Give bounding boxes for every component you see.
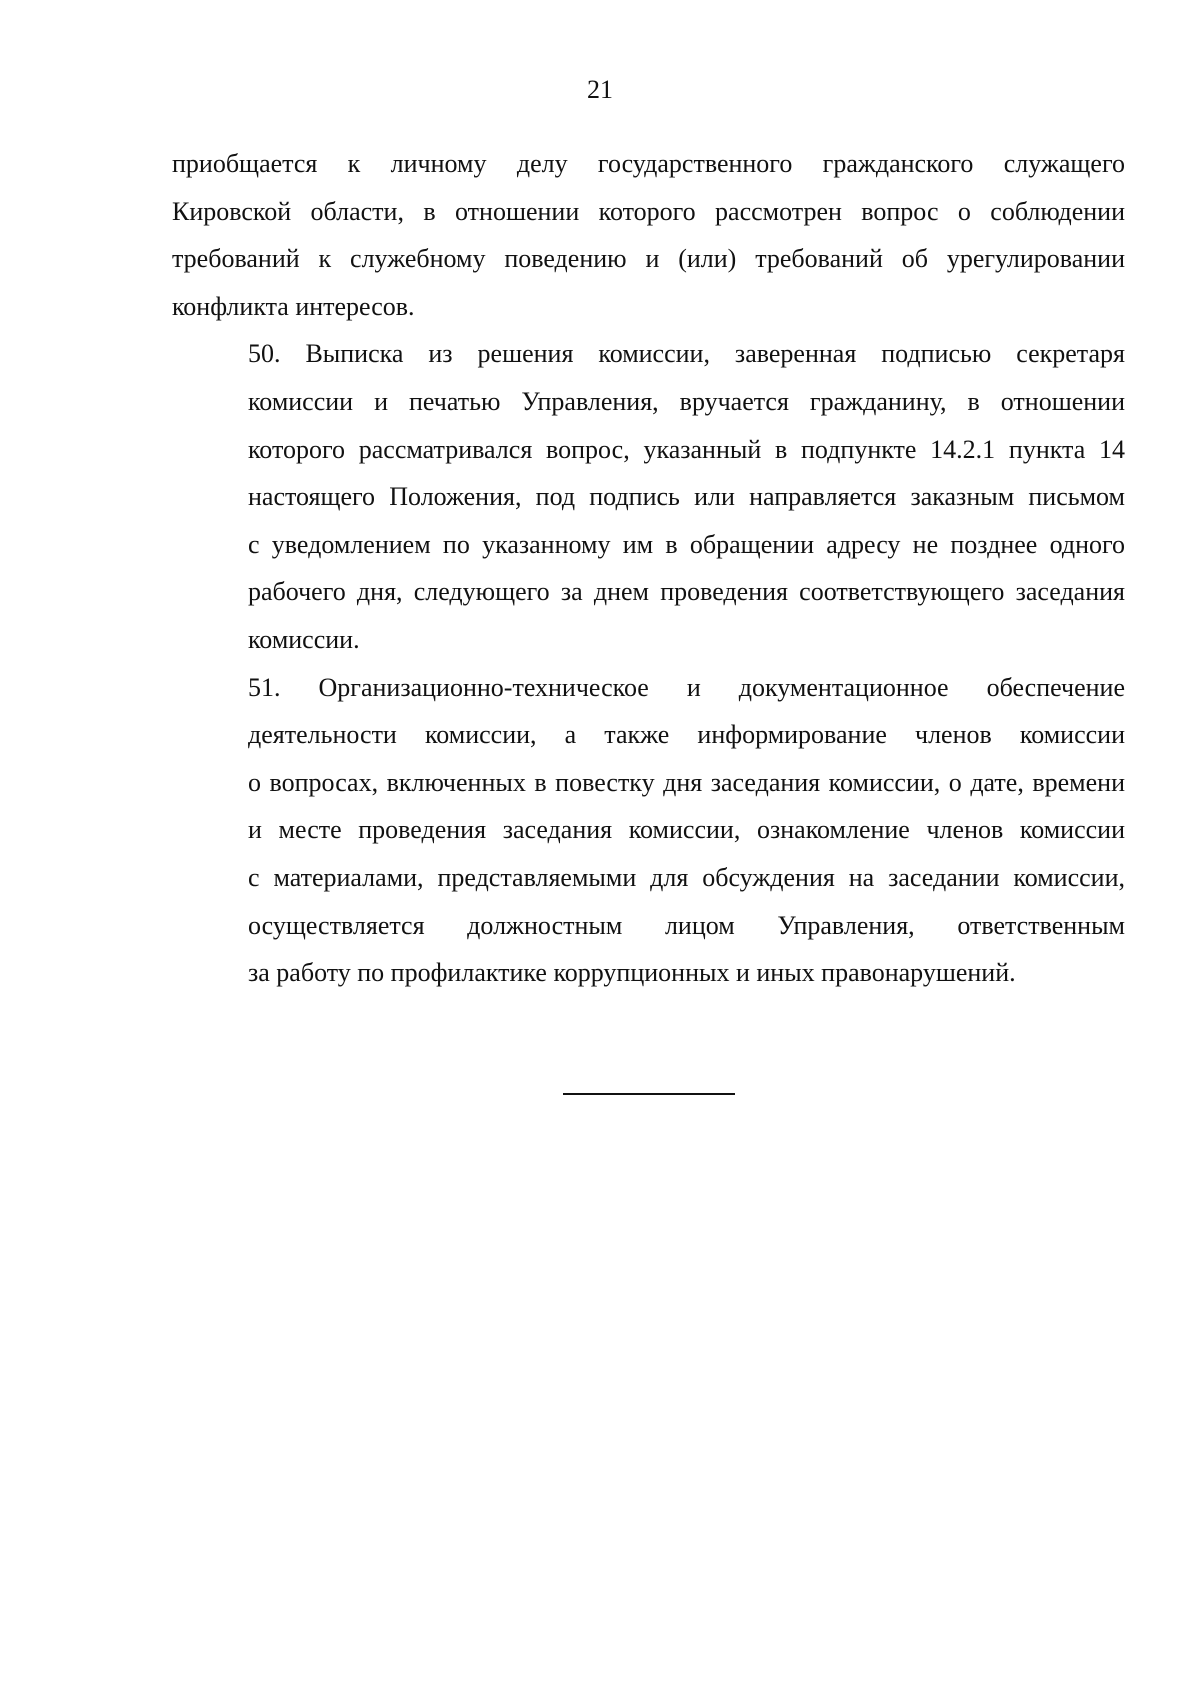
text-line: приобщается к личному делу государственного гражданского служащего (172, 149, 1125, 178)
text-line: комиссии. (248, 624, 360, 654)
text-line: осуществляется должностным лицом Управления, ответственным (248, 910, 1125, 940)
text-line: конфликта интересов. (172, 291, 415, 321)
page-number: 21 (587, 75, 613, 104)
text-line: с материалами, представляемыми для обсуждения на заседании комиссии, (248, 862, 1125, 892)
paragraph-continuation (172, 140, 1125, 330)
text-line: о вопросах, включенных в повестку дня заседания комиссии, о дате, времени (248, 767, 1125, 797)
text-line: и месте проведения заседания комиссии, ознакомление членов комиссии (248, 815, 1125, 845)
text-line: комиссии и печатью Управления, вручается гражданину, в отношении (248, 386, 1125, 416)
text-line: деятельности комиссии, а также информирование членов комиссии (248, 720, 1125, 750)
text-line: настоящего Положения, под подпись или направляется заказным письмом (248, 482, 1125, 512)
text-line: 51. Организационно-техническое и документационное обеспечение (248, 672, 1125, 702)
paragraph-51 (172, 664, 1125, 997)
paragraph-50 (172, 330, 1125, 663)
text-line: Кировской области, в отношении которого рассмотрен вопрос о соблюдении (172, 196, 1125, 226)
end-of-document-rule (563, 1093, 735, 1095)
text-line: за работу по профилактике коррупционных и иных правонарушений. (248, 958, 1016, 988)
document-body (172, 140, 1125, 997)
text-line: рабочего дня, следующего за днем проведения соответствующего заседания (248, 577, 1125, 607)
text-line: с уведомлением по указанному им в обращении адресу не позднее одного (248, 529, 1125, 559)
text-line: которого рассматривался вопрос, указанный в подпункте 14.2.1 пункта 14 (248, 434, 1125, 464)
text-line: 50. Выписка из решения комиссии, заверенная подписью секретаря (248, 339, 1125, 369)
text-line: требований к служебному поведению и (или) требований об урегулировании (172, 244, 1125, 274)
